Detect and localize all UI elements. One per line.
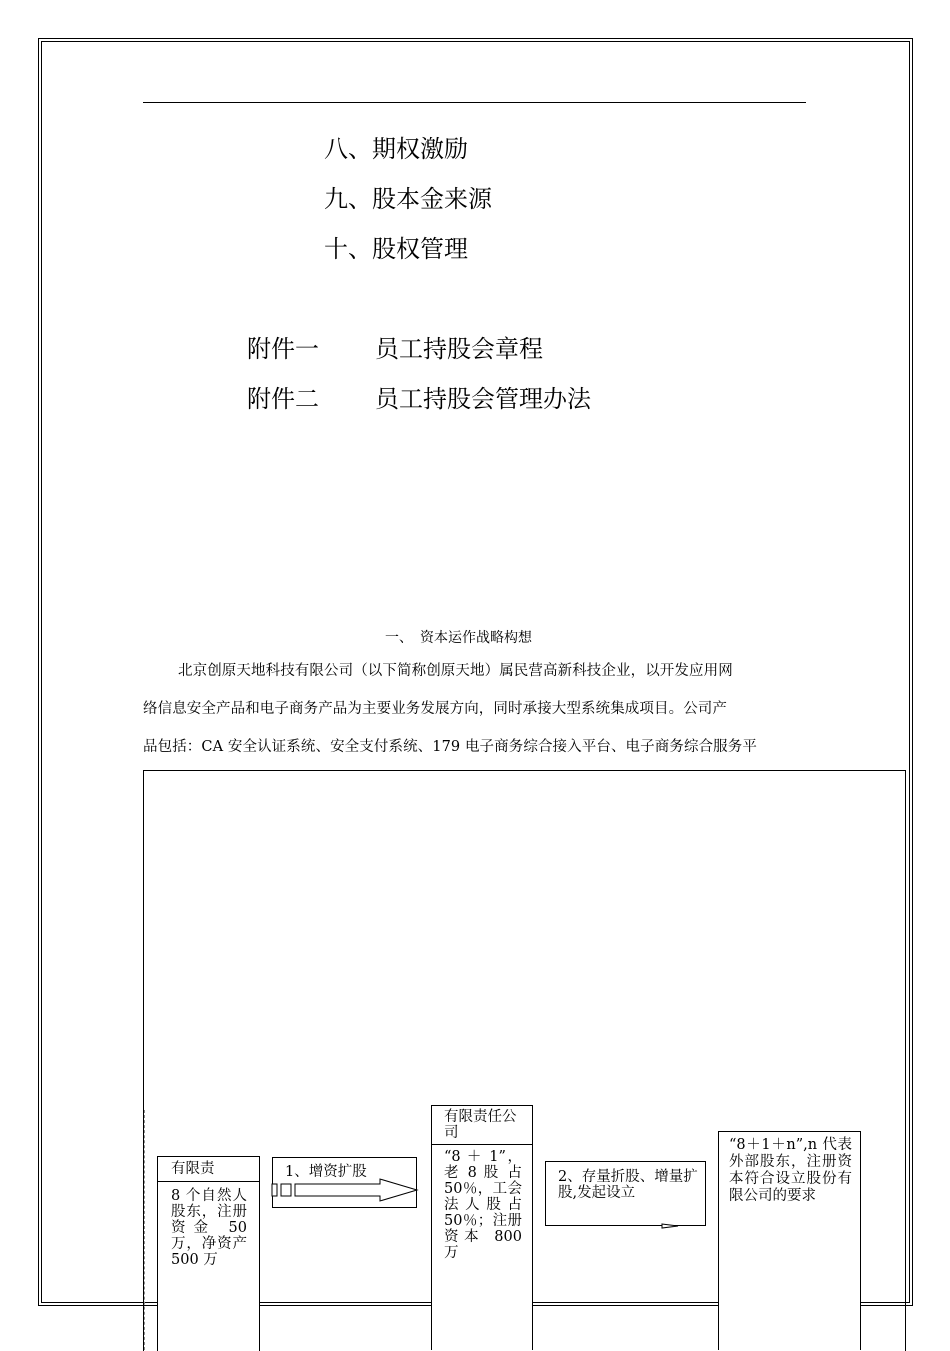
diagram-dashed-edge <box>144 1110 145 1350</box>
box2-body: “8 ＋ 1”，老 8 股 占 50％，工会法人股占 50％；注册资本 800 万 <box>431 1144 533 1350</box>
annex-1-title: 员工持股会章程 <box>375 335 543 363</box>
annex-2-label: 附件二 <box>247 385 319 413</box>
right-arrow-icon <box>270 1176 422 1206</box>
paragraph-line-3: 品包括：CA 安全认证系统、安全支付系统、179 电子商务综合接入平台、电子商务综合服务平 <box>143 739 757 755</box>
paragraph-line-2: 络信息安全产品和电子商务产品为主要业务发展方向，同时承接大型系统集成项目。公司产 <box>143 701 727 717</box>
paragraph-line-1: 北京创原天地科技有限公司（以下简称创原天地）属民营高新科技企业，以开发应用网 <box>178 663 733 679</box>
annex-1-label: 附件一 <box>247 335 319 363</box>
section-heading: 一、 资本运作战略构想 <box>385 630 532 646</box>
box3-body: “8＋1＋n”,n 代表外部股东，注册资本符合设立股份有限公司的要求 <box>718 1131 861 1350</box>
header-rule <box>143 102 806 103</box>
box1-title: 有限责 <box>157 1156 260 1182</box>
box1-body: 8 个自然人股东，注册资金 50 万，净资产 500 万 <box>157 1181 260 1351</box>
box2-title: 有限责任公司 <box>431 1105 533 1145</box>
step2-callout: 2、存量折股、增量扩股,发起设立 <box>545 1161 706 1226</box>
toc-item-10: 十、股权管理 <box>324 235 468 263</box>
annex-2-title: 员工持股会管理办法 <box>375 385 591 413</box>
step1-callout: 1、增资扩股 <box>272 1157 417 1208</box>
toc-item-9: 九、股本金来源 <box>324 185 492 213</box>
callout-pointer-icon <box>660 1222 680 1230</box>
toc-item-8: 八、期权激励 <box>324 135 468 163</box>
